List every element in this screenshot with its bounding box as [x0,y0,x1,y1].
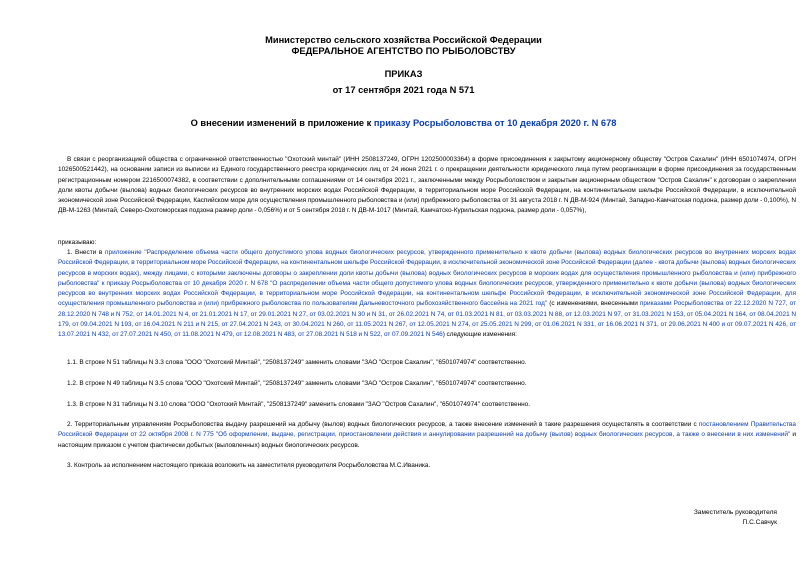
document-type: ПРИКАЗ [384,69,423,79]
agency-heading: ФЕДЕРАЛЬНОЕ АГЕНТСТВО ПО РЫБОЛОВСТВУ [291,46,516,56]
title-prefix: О внесении изменений в приложение к [190,118,374,128]
item-1-paragraph [58,248,796,341]
item-3-paragraph: 3. Контроль за исполнением настоящего приказа возложить на заместителя руководителя Росрыболовства М.С.Иваника. [67,462,431,469]
subitem-1-2: 1.2. В строке N 49 таблицы N 3.5 слова "ООО "Охотский Минтай", "2508137249" заменить словами "ЗАО "Остров Сахалин", "6501074974" соответственно. [67,380,527,387]
item-1-mid: (с изменениями, внесенными [547,300,640,308]
ministry-heading: Министерство сельского хозяйства Российской Федерации [265,35,542,45]
signature-name: П.С.Савчук [742,519,777,526]
item-1-suffix: ) следующие изменения: [442,331,517,339]
item-2-paragraph [58,420,796,451]
appendix-link[interactable]: приложение "Распределение объема части общего допустимого улова водных биологических ресурсов, утвержденного применительно к квоте добычи (вылова) водных биологических ресурсов во внутренних морских водах Российской Федерации, в территориальном море Российской Федерации, на континентальном шельфе Российской Федерации, в исключительной экономической зоне Российской Федерации (далее - квота добычи (вылова) водных биологических ресурсов в морских водах), между лицами, с которыми заключены договоры о закреплении доли квоты добычи (вылова) водных биологических ресурсов в морских водах для осуществления промышленного рыболовства и (или) прибрежного рыболовства" к приказу Росрыболовства от 10 декабря 2020 г. N 678 "О распределении объема части общего допустимого улова водных биологических ресурсов, утвержденного применительно к квоте добычи (вылова) водных биологических ресурсов во внутренних морских водах Российской Федерации, в территориальном море Российской Федерации, на континентальном шельфе Российской Федерации, в исключительной экономической зоне Российской Федерации, для осуществления промышленного рыболовства и (или) прибрежного рыболовства по пользователям Дальневосточного рыбохозяйственного бассейна на 2021 год" [58,249,796,308]
amending-orders-link[interactable]: приказами Росрыболовства от 22.12.2020 N 727, от 28.12.2020 N 748 и N 752, от 14.01.2021 N 4, от 21.01.2021 N 17, от 29.01.2021 N 27, от 03.02.2021 N 30 и N 31, от 26.02.2021 N 74, от 01.03.2021 N 81, от 03.03.2021 N 88, от 12.03.2021 N 97, от 31.03.2021 N 153, от 05.04.2021 N 164, от 08.04.2021 N 179, от 09.04.2021 N 193, от 16.04.2021 N 211 и N 215, от 27.04.2021 N 243, от 30.04.2021 N 260, от 11.05.2021 N 267, от 12.05.2021 N 274, от 25.05.2021 N 299, от 01.06.2021 N 331, от 16.06.2021 N 371, от 29.06.2021 N 400 и от 09.07.2021 N 426, от 13.07.2021 N 432, от 27.07.2021 N 450, от 11.08.2021 N 479, от 12.08.2021 N 483, от 27.08.2021 N 518 и N 522, от 07.09.2021 N 546 [58,300,796,339]
government-decree-link[interactable]: постановлением Правительства Российской Федерации от 22 октября 2008 г. N 775 "Об оформлении, выдаче, регистрации, приостановлении действия и аннулировании разрешений на добычу (вылов) водных биологических ресурсов, а также о внесении в них изменений" [58,421,796,439]
item-1-prefix: 1. Внести в [67,249,106,256]
item-2-suffix: и настоящим приказом с учетом фактически добытых (выловленных) водных биологических ресурсов. [58,431,796,449]
document-title [0,118,807,129]
subitem-1-3: 1.3. В строке N 31 таблицы N 3.10 слова "ООО "Охотский Минтай", "2508137249" заменить словами "ЗАО "Остров Сахалин", "6501074974" соответственно. [67,401,531,408]
title-order-link[interactable]: приказу Росрыболовства от 10 декабря 2020 г. N 678 [373,118,617,128]
order-word: приказываю: [58,239,97,246]
preamble-paragraph: В связи с реорганизацией общества с ограниченной ответственностью "Охотский минтай" (ИНН 2508137249, ОГРН 1202500003364) в форме присоединения к закрытому акционерному обществу "Остров Сахалин" (ИНН 6501074974, ОГРН 1026500521442), на основании записи из выписки из Единого государственного реестра юридических лиц от 24 июня 2021 г. о прекращении деятельности юридического лица путем реорганизации в форме присоединения за государственным регистрационным номером 2216500074382, в соответствии с дополнительными соглашениями от 14 сентября 2021 г., заключенными между Росрыболовством и закрытым акционерным обществом "Остров Сахалин" к договорам о закреплении доли квоты добычи (вылова) водных биологических ресурсов во внутренних морских водах Российской Федерации, в территориальном море Российской Федерации, на континентальном шельфе Российской Федерации, в исключительной экономической зоне Российской Федерации, Каспийском море для осуществления промышленного рыболовства и (или) прибрежного рыболовства от 31 августа 2018 г. N ДВ-М-924 (Минтай, Западно-Камчатская подзона, размер доли - 0,100%), N ДВ-М-1263 (Минтай, Северо-Охотоморская подзона размер доли - 0,056%) и от 5 сентября 2018 г. N ДВ-М-1017 (Минтай, Камчатско-Курильская подзона, размер доли - 0,057%), [58,156,796,215]
document-date-number: от 17 сентября 2021 года N 571 [332,85,475,95]
subitem-1-1: 1.1. В строке N 51 таблицы N 3.3 слова "ООО "Охотский Минтай", "2508137249" заменить словами "ЗАО "Остров Сахалин", "6501074974" соответственно. [67,359,527,366]
signature-position: Заместитель руководителя [693,509,777,516]
item-2-prefix: 2. Территориальным управлениям Росрыболовства выдачу разрешений на добычу (вылов) водных биологических ресурсов, а также внесение изменений в такие разрешения осуществлять в соответствии с [67,421,699,428]
